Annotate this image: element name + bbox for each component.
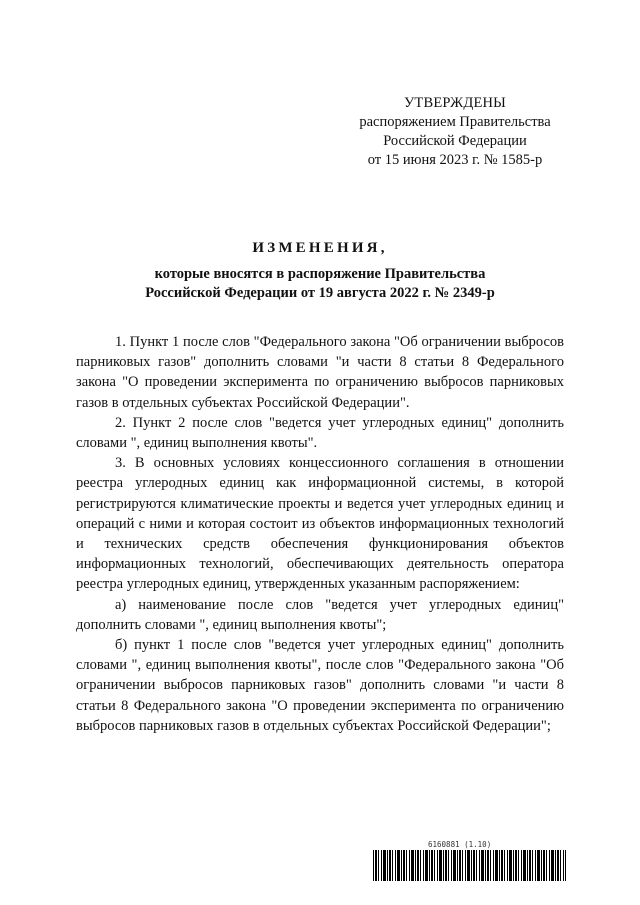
subtitle-line-2: Российской Федерации от 19 августа 2022 г. № 2349-р xyxy=(145,285,495,301)
paragraph-2: 2. Пункт 2 после слов "ведется учет углеродных единиц" дополнить словами ", единиц выполнения квоты". xyxy=(76,414,564,452)
approval-heading: УТВЕРЖДЕНЫ xyxy=(403,95,507,111)
approval-line-3: от 15 июня 2023 г. № 1585-р xyxy=(367,152,543,168)
approval-line-1: распоряжением Правительства xyxy=(359,114,551,130)
document-body xyxy=(76,332,564,736)
approval-line-2: Российской Федерации xyxy=(383,133,527,149)
paragraph-1: 1. Пункт 1 после слов "Федерального закона "Об ограничении выбросов парниковых газов" дополнить словами "и части 8 статьи 8 Федерального закона "О проведении эксперимента по ограничению выбросов парниковых газов в отдельных субъектах Российской Федерации". xyxy=(76,334,564,411)
document-subtitle xyxy=(60,265,580,303)
paragraph-3: 3. В основных условиях концессионного соглашения в отношении реестра углеродных единиц как информационной системы, в которой регистрируются климатические проекты и ведется учет углеродных единиц и операций с ними и которая состоит из объектов информационных технологий и технических средств обеспечения функционирования объектов информационных технологий, обеспечивающих деятельность оператора реестра углеродных единиц, утвержденных указанным распоряжением: xyxy=(76,455,564,593)
subtitle-line-1: которые вносятся в распоряжение Правительства xyxy=(154,266,486,282)
paragraph-3a: а) наименование после слов "ведется учет углеродных единиц" дополнить словами ", единиц выполнения квоты"; xyxy=(76,596,564,633)
paragraph-3b: б) пункт 1 после слов "ведется учет углеродных единиц" дополнить словами ", единиц выполнения квоты", после слов "Федерального закона "Об ограничении выбросов парниковых газов" дополнить словами "и части 8 статьи 8 Федерального закона "О проведении эксперимента по ограничению выбросов парниковых газов в отдельных субъектах Российской Федерации"; xyxy=(76,637,564,734)
barcode-image xyxy=(373,850,566,881)
barcode-number: 6160881 (1.10) xyxy=(428,840,492,849)
approval-stamp xyxy=(350,94,560,170)
document-title: ИЗМЕНЕНИЯ, xyxy=(252,240,388,256)
